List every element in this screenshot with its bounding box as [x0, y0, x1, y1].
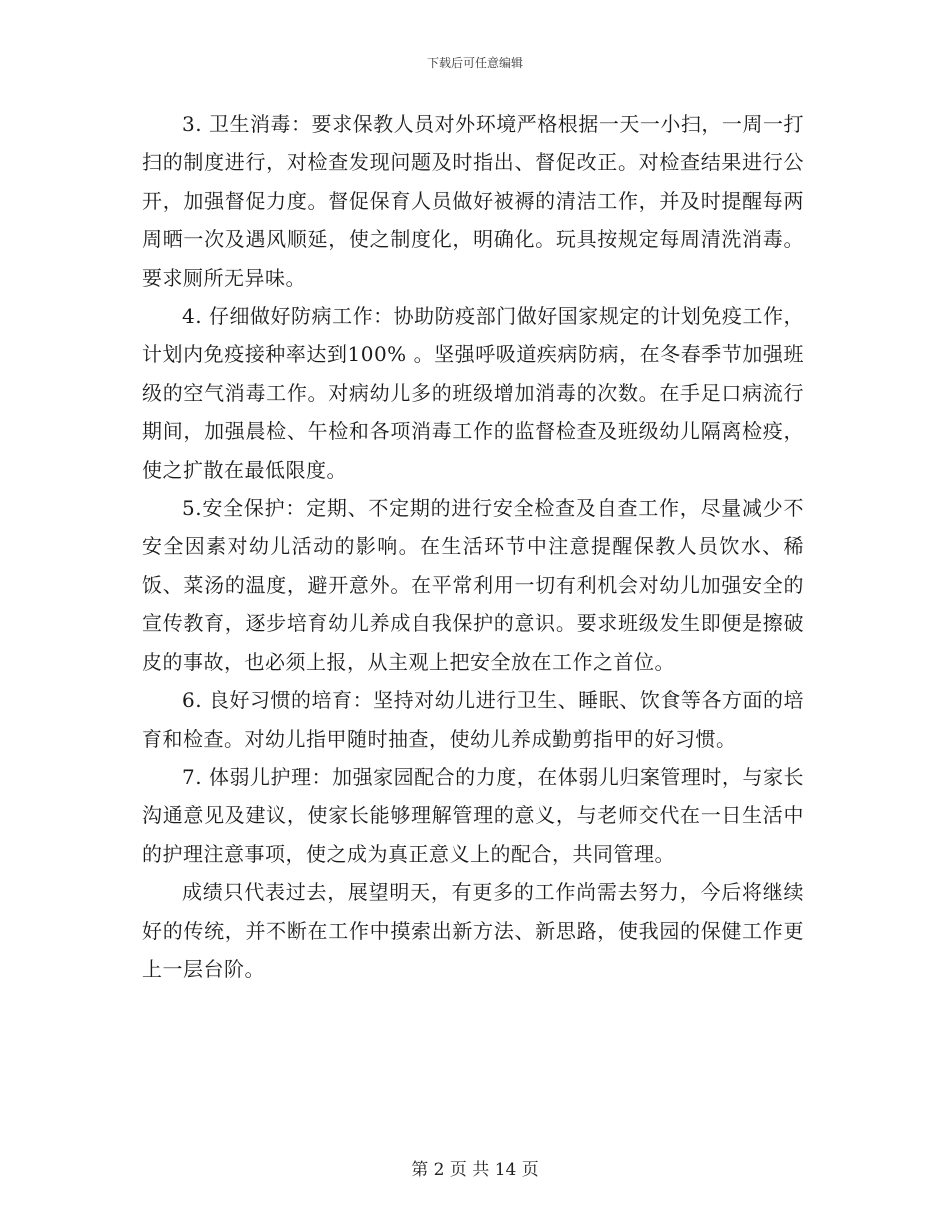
paragraph-hygiene-disinfection: 3. 卫生消毒：要求保教人员对外环境严格根据一天一小扫，一周一打扫的制度进行，对检查发现问题及时指出、督促改正。对检查结果进行公开，加强督促力度。督促保育人员做好被褥的清洁工作，并及时提醒每两周晒一次及遇风顺延，使之制度化，明确化。玩具按规定每周清洗消毒。要求厕所无异味。	[142, 112, 804, 290]
page-number-footer: 第 2 页 共 14 页	[411, 1160, 539, 1180]
paragraph-safety-protection: 5.安全保护：定期、不定期的进行安全检查及自查工作，尽量减少不安全因素对幼儿活动的影响。在生活环节中注意提醒保教人员饮水、稀饭、菜汤的温度，避开意外。在平常利用一切有利机会对幼儿加强安全的宣传教育，逐步培育幼儿养成自我保护的意识。要求班级发生即便是擦破皮的事故，也必须上报，从主观上把安全放在工作之首位。	[142, 496, 804, 674]
paragraph-disease-prevention: 4. 仔细做好防病工作：协助防疫部门做好国家规定的计划免疫工作，计划内免疫接种率达到100% 。坚强呼吸道疾病防病，在冬春季节加强班级的空气消毒工作。对病幼儿多的班级增加消毒的次数。在手足口病流行期间，加强晨检、午检和各项消毒工作的监督检查及班级幼儿隔离检疫，使之扩散在最低限度。	[142, 304, 804, 482]
paragraph-weak-child-care: 7. 体弱儿护理：加强家园配合的力度，在体弱儿归案管理时，与家长沟通意见及建议，使家长能够理解管理的意义，与老师交代在一日生活中的护理注意事项，使之成为真正意义上的配合，共同管理。	[142, 764, 804, 866]
document-body	[142, 105, 804, 988]
paragraph-good-habits: 6. 良好习惯的培育：坚持对幼儿进行卫生、睡眠、饮食等各方面的培育和检查。对幼儿指甲随时抽查，使幼儿养成勤剪指甲的好习惯。	[142, 688, 804, 751]
page-header: 下载后可任意编辑	[426, 56, 523, 70]
paragraph-conclusion: 成绩只代表过去，展望明天，有更多的工作尚需去努力，今后将继续好的传统，并不断在工作中摸索出新方法、新思路，使我园的保健工作更上一层台阶。	[142, 880, 804, 981]
